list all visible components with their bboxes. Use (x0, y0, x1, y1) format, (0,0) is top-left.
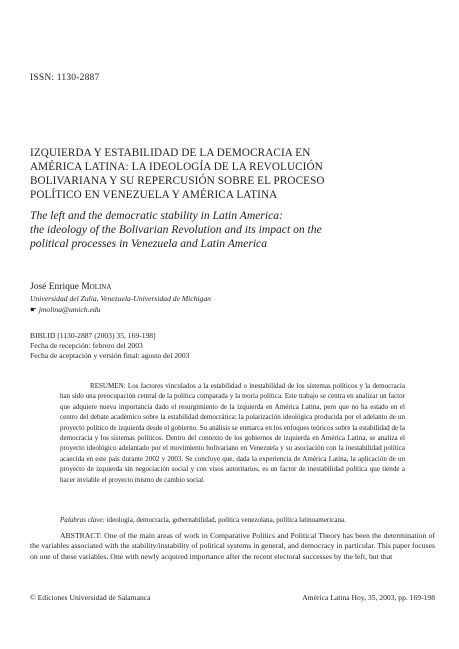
title-es-line: IZQUIERDA Y ESTABILIDAD DE LA DEMOCRACIA EN (30, 147, 311, 159)
footer-journal-citation: América Latina Hoy, 35, 2003, pp. 169-198 (302, 593, 435, 602)
issn-number: ISSN: 1130-2887 (30, 73, 100, 83)
keywords (60, 515, 405, 525)
title-es-line: BOLIVARIANA Y SU REPERCUSIÓN SOBRE EL PROCESO (30, 175, 325, 187)
biblid: BIBLID [1130-2887 (2003) 35, 169-198] (30, 331, 156, 340)
author-given-name: José Enrique (30, 282, 79, 292)
reception-date: Fecha de recepción: febrero del 2003 (30, 341, 143, 351)
article-title-english (30, 209, 435, 251)
article-title-spanish (30, 146, 435, 202)
abstract-es-text: Los factores vinculados a la estabilidad o inestabilidad de los sistemas políticos y la democracia han sido una preocupación central de la política comparada y la teoría política. Este trabajo se centra en analizar un factor que adquiere nueva importancia dado el resurgimiento de la izquierda en América Latina, pero que no ha estado en el centro del debate académico sobre la estabilidad democrática: la polarización ideológica producida por el adelanto de un proyecto político de izquierda desde el gobierno. Su análisis se enmarca en los enfoques teóricos sobre la estabilidad de la democracia y los sistemas políticos. Dentro del contexto de los gobiernos de izquierda en América Latina, se analiza el proyecto ideológico adelantado por el movimiento bolivariano en Venezuela y su asociación con la inestabilidad política acaecida en este país durante 2002 y 2003. Se concluye que, dada la experiencia de América Latina, la aplicación de un proyecto de izquierda sin negociación social y con visos autoritarios, es un factor de inestabilidad política que tiende a hacer inviable el proyecto mismo de cambio social. (60, 382, 406, 484)
article-metadata (30, 331, 189, 362)
title-es-line: AMÉRICA LATINA: LA IDEOLOGÍA DE LA REVOLUCIÓN (30, 161, 323, 173)
title-en-line: the ideology of the Bolivarian Revolution and its impact on the (30, 223, 322, 236)
author-name (30, 282, 111, 292)
author-affiliation: Universidad del Zulia, Venezuela-Universidad de Michigan (30, 294, 211, 303)
abstract-en-text: One of the main areas of work in Comparative Politics and Political Theory has been the determination of the variables associated with the stability/instability of political systems in general, and democracy in particular. This paper focuses on one of these variables. One with newly acquired importance after the recent electoral successes by the left, but that (30, 531, 436, 561)
title-en-line: The left and the democratic stability in Latin America: (30, 209, 283, 222)
title-es-line: POLÍTICO EN VENEZUELA Y AMÉRICA LATINA (30, 189, 278, 201)
acceptance-date: Fecha de aceptación y versión final: agosto del 2003 (30, 351, 190, 361)
abstract-spanish (60, 381, 405, 485)
author-email[interactable]: jmolina@umich.edu (38, 305, 101, 314)
keywords-label: Palabras clave: (60, 516, 105, 524)
author-email-line (30, 305, 100, 314)
abstract-es-label: RESUMEN: (90, 382, 126, 390)
title-en-line: political processes in Venezuela and Latin America (30, 237, 267, 250)
pointing-hand-icon: ☛ (30, 305, 37, 314)
abstract-en-label: ABSTRACT: (60, 531, 102, 540)
author-family-name: Molina (81, 282, 112, 292)
footer-publisher: © Ediciones Universidad de Salamanca (30, 593, 151, 602)
keywords-text: ideología, democracia, gobernabilidad, política venezolana, política latinoamericana. (106, 516, 346, 524)
abstract-english (30, 531, 435, 562)
